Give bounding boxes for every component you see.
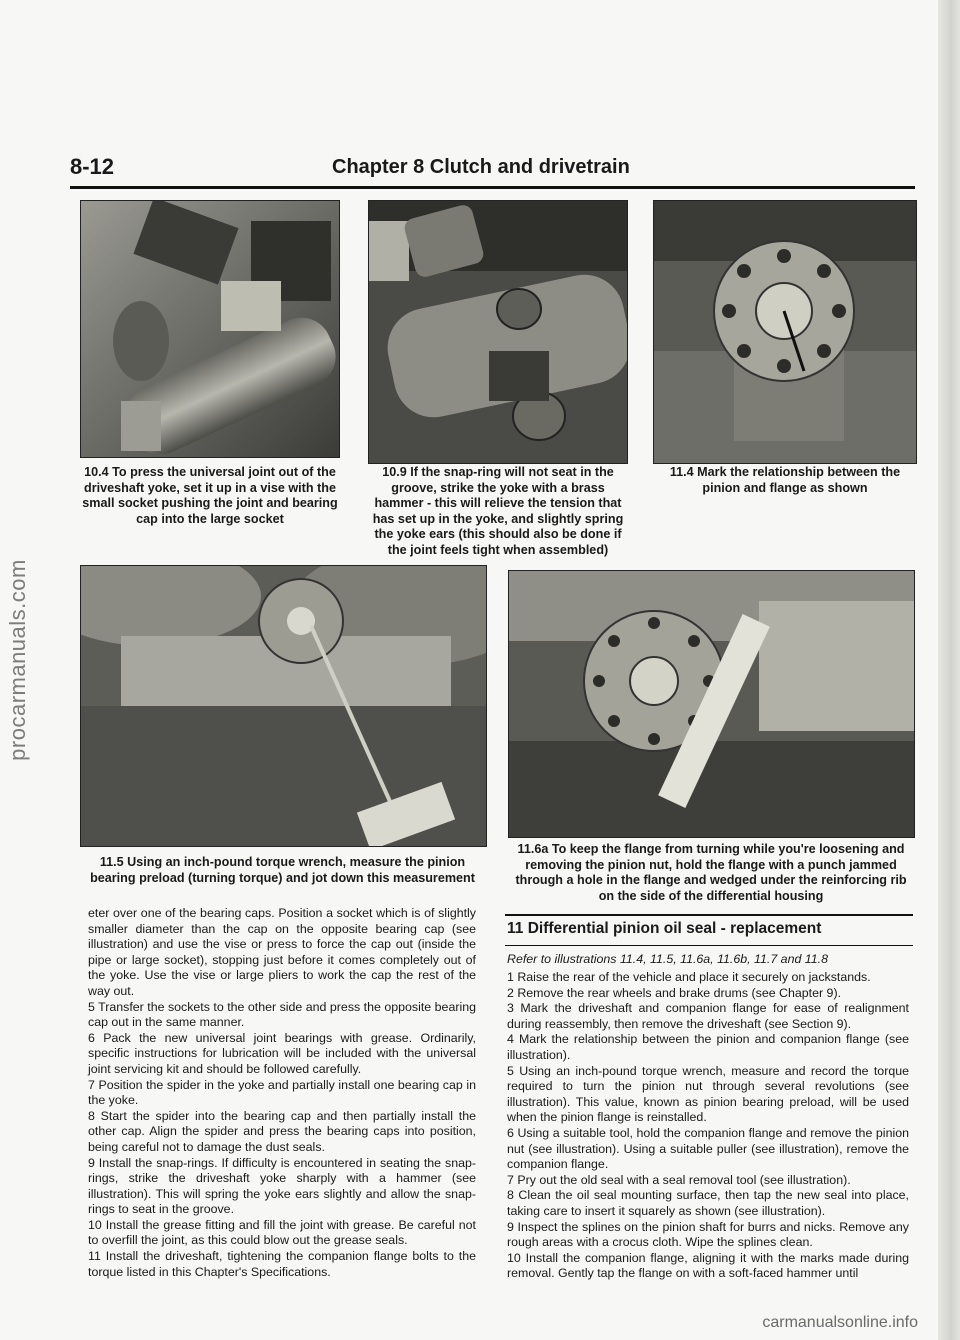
paragraph: 6 Pack the new universal joint bearings with grease. Ordinarily, specific instructions for lubrication will be included with the universal joint servicing kit and should be followed carefully. [88,1030,476,1076]
step: 1 Raise the rear of the vehicle and place it securely on jackstands. [507,970,871,984]
caption-11-6a: 11.6a To keep the flange from turning while you're loosening and removing the pinion nut, hold the flange with a punch jammed through a hole in the flange and wedged under the reinforcing rib on the side of the differential housing [515,842,907,903]
header-rule [70,186,915,189]
caption-10-9: 10.9 If the snap-ring will not seat in the groove, strike the yoke with a brass hammer - this will relieve the tension that has set up in the yoke, and slightly spring the yoke ears (this should also be done if the joint feels tight when assembled) [372,465,624,557]
section-rule-top [505,914,913,916]
next-page-edge [938,0,960,1340]
step: 5 Using an inch-pound torque wrench, measure and record the torque required to turn the pinion nut through several revolutions (see illustration). This value, known as pinion bearing preload, will be used when the pinion flange is reinstalled. [507,1063,909,1125]
step: 7 Pry out the old seal with a seal removal tool (see illustration). [507,1172,851,1187]
paragraph: eter over one of the bearing caps. Position a socket which is of slightly smaller diameter than the cap on the opposite bearing cap (see illustration) and use the vise or press to force the cap out (inside the pipe or large socket), stopping just before it comes completely out of the yoke. Use the vise or large pliers to work the cap the rest of the way out. [88,906,476,998]
paragraph: 8 Start the spider into the bearing cap and then partially install the other cap. Align the spider and press the bearing caps into position, being careful not to damage the dust seals. [88,1108,476,1154]
photo-10-4 [80,200,340,458]
photo-11-6a [508,570,915,838]
right-column-text [507,970,909,1282]
page-number: 8-12 [70,154,115,179]
side-watermark: procarmanuals.com [5,559,30,761]
step: 9 Inspect the splines on the pinion shaft for burrs and nicks. Remove any rough areas with a crocus cloth. Wipe the splines clean. [507,1219,909,1250]
bottom-watermark: carmanualsonline.info [762,1314,918,1331]
paragraph: 9 Install the snap-rings. If difficulty is encountered in seating the snap-rings, strike the driveshaft yoke sharply with a hammer (see illustration). This will spring the yoke ears slightly and allow the snap-rings to seat in the groove. [88,1155,476,1217]
photo-11-4 [653,200,917,464]
photo-11-5 [80,565,487,847]
photo-11-6a-image [509,571,914,837]
photo-10-9-image [369,201,627,463]
caption-11-4: 11.4 Mark the relationship between the pinion and flange as shown [669,465,901,495]
paragraph: 7 Position the spider in the yoke and partially install one bearing cap in the yoke. [88,1077,476,1108]
refer-illustrations: Refer to illustrations 11.4, 11.5, 11.6a, 11.6b, 11.7 and 11.8 [507,952,828,966]
photo-11-5-image [81,566,486,846]
photo-11-4-image [654,201,916,463]
step: 8 Clean the oil seal mounting surface, then tap the new seal into place, taking care to insert it squarely as shown (see illustration). [507,1188,909,1218]
left-column-text [88,906,476,1280]
paragraph: 5 Transfer the sockets to the other side and press the opposite bearing cap out in the same manner. [88,999,476,1030]
section-heading: 11 Differential pinion oil seal - replacement [507,920,822,937]
chapter-title: Chapter 8 Clutch and drivetrain [332,156,630,178]
step: 3 Mark the driveshaft and companion flange for ease of realignment during reassembly, then remove the driveshaft (see Section 9). [507,1001,909,1031]
step: 4 Mark the relationship between the pinion and companion flange (see illustration). [507,1032,909,1062]
section-rule-bottom [505,945,913,946]
page-header [70,154,915,184]
paragraph: 11 Install the driveshaft, tightening the companion flange bolts to the torque listed in this Chapter's Specifications. [88,1249,476,1279]
paragraph: 10 Install the grease fitting and fill the joint with grease. Be careful not to overfill the joint, as this could blow out the grease seals. [88,1217,476,1248]
step: 10 Install the companion flange, aligning it with the marks made during removal. Gently tap the flange on with a soft-faced hammer until [507,1250,909,1281]
photo-10-9 [368,200,628,464]
photo-10-4-image [81,201,339,457]
caption-11-5: 11.5 Using an inch-pound torque wrench, measure the pinion bearing preload (turning torque) and jot down this measurement [90,855,475,885]
caption-10-4: 10.4 To press the universal joint out of the driveshaft yoke, set it up in a vise with the small socket pushing the joint and bearing cap into the large socket [82,465,338,526]
step: 2 Remove the rear wheels and brake drums (see Chapter 9). [507,985,842,1000]
step: 6 Using a suitable tool, hold the companion flange and remove the pinion nut (see illustration). Using a suitable puller (see illustration), remove the companion flange. [507,1125,909,1172]
